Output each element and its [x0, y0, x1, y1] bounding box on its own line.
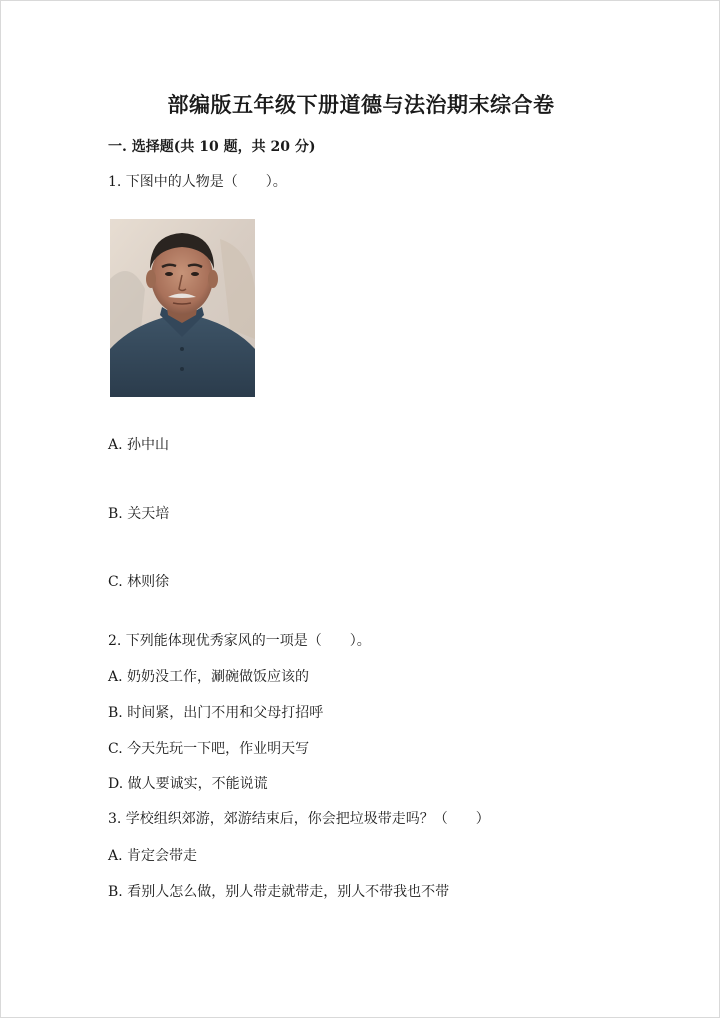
exam-title: 部编版五年级下册道德与法治期末综合卷 [167, 92, 555, 117]
question-1-stem: 1. 下图中的人物是（ ）。 [108, 174, 287, 190]
question-2-option-b: B. 时间紧，出门不用和父母打招呼 [108, 705, 324, 721]
question-3-stem: 3. 学校组织郊游，郊游结束后，你会把垃圾带走吗？（ ） [108, 811, 490, 827]
question-2-stem: 2. 下列能体现优秀家风的一项是（ ）。 [108, 633, 371, 649]
question-2-option-d: D. 做人要诚实，不能说谎 [108, 776, 268, 792]
question-2-option-a: A. 奶奶没工作，涮碗做饭应该的 [108, 669, 310, 685]
question-1-option-b: B. 关天培 [108, 506, 170, 522]
portrait-photo [110, 219, 255, 397]
question-3-option-b: B. 看别人怎么做，别人带走就带走，别人不带我也不带 [108, 884, 450, 900]
section-heading: 一. 选择题(共 10 题，共 20 分) [108, 139, 316, 155]
question-3-option-a: A. 肯定会带走 [108, 848, 198, 864]
question-1-option-a: A. 孙中山 [108, 437, 170, 453]
question-1-option-c: C. 林则徐 [108, 574, 170, 590]
question-2-option-c: C. 今天先玩一下吧，作业明天写 [108, 741, 310, 757]
